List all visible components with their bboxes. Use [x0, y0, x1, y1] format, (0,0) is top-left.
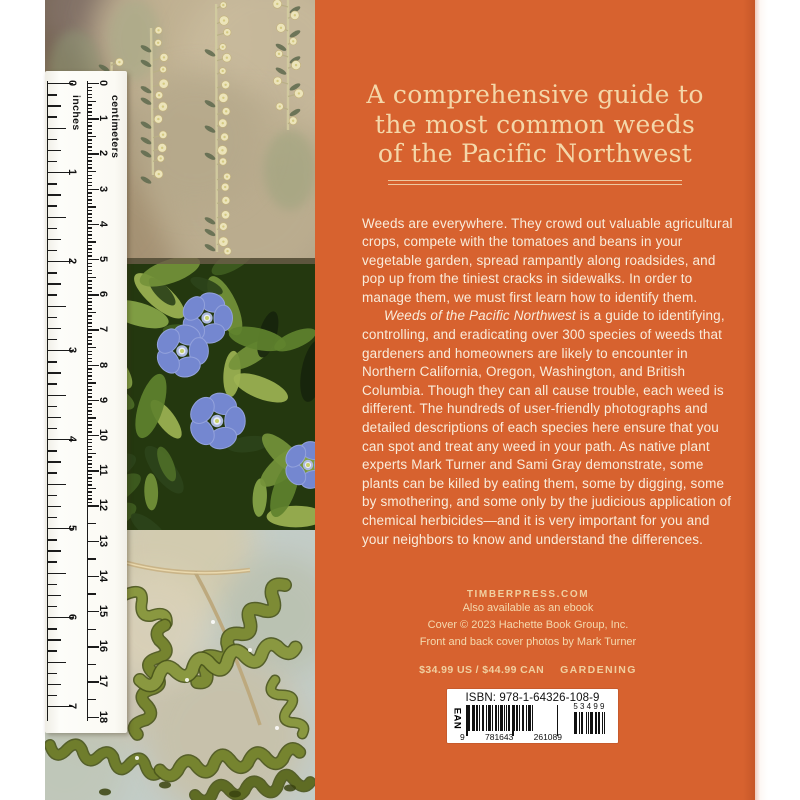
ruler-tick: [47, 94, 57, 95]
ruler-tick: [87, 132, 92, 133]
ruler-tick: [47, 484, 66, 485]
ruler-tick: [87, 396, 92, 397]
ruler-number: 3: [97, 185, 109, 192]
ruler-tick: [87, 160, 92, 161]
ruler-tick: [87, 417, 96, 418]
ruler-tick: [87, 301, 92, 302]
price: $34.99 US / $44.99 CAN: [419, 664, 545, 676]
ruler-tick: [87, 312, 96, 313]
ruler-tick: [87, 368, 92, 369]
ruler-tick: [47, 662, 66, 663]
ruler-tick: [87, 220, 92, 221]
ruler-number: 2: [97, 150, 109, 157]
publisher-website: TIMBERPRESS.COM: [466, 589, 590, 600]
ruler-number: 4: [66, 435, 78, 443]
ruler-tick: [47, 639, 61, 640]
ruler-number: 1: [66, 168, 78, 176]
ruler-tick: [87, 463, 92, 464]
tagline-line: of the Pacific Northwest: [377, 139, 693, 168]
ruler-tick: [87, 442, 92, 443]
tagline-line: the most common weeds: [374, 109, 696, 139]
ruler-tick: [47, 573, 66, 574]
ruler-tick: [87, 136, 96, 137]
ruler-tick: [47, 673, 57, 674]
ruler-tick: [87, 699, 96, 700]
ruler-tick: [47, 128, 66, 129]
ruler-tick: [87, 143, 92, 144]
ruler-inch-baseline: [47, 81, 48, 721]
ruler-tick: [87, 407, 92, 408]
ruler-tick: [47, 684, 61, 685]
addon-bars: [568, 712, 612, 734]
ruler-tick: [47, 395, 66, 396]
ruler-tick: [87, 372, 92, 373]
ruler-number: 8: [97, 361, 109, 368]
price-category-row: [315, 664, 741, 676]
ruler-number: 14: [97, 569, 109, 582]
ruler-tick: [47, 595, 61, 596]
ruler-tick: [47, 105, 61, 106]
ruler-tick: [87, 446, 92, 447]
ruler-tick: [87, 217, 92, 218]
barcode-digit-group: 261089: [533, 731, 562, 742]
tagline-line: A comprehensive guide to: [366, 80, 704, 109]
ruler-tick: [87, 456, 92, 457]
ruler-tick: [47, 250, 57, 251]
ruler-tick: [87, 431, 92, 432]
ruler-tick: [87, 322, 92, 323]
ruler-number: 7: [97, 326, 109, 333]
ruler-tick: [87, 664, 96, 665]
ruler-tick: [87, 361, 92, 362]
ean-label: EAN: [451, 707, 463, 730]
ruler-tick: [87, 175, 92, 176]
photo-credit-line: Front and back cover photos by Mark Turner: [419, 636, 637, 648]
ruler-tick: [87, 287, 92, 288]
ruler-tick: [87, 477, 92, 478]
ruler-tick: [47, 361, 57, 362]
copyright-line: Cover © 2023 Hachette Book Group, Inc.: [427, 619, 629, 631]
back-cover-panel: [315, 0, 755, 800]
ruler-tick: [87, 424, 92, 425]
ruler-tick: [87, 146, 92, 147]
ruler-tick: [87, 389, 92, 390]
ruler-tick: [87, 315, 92, 316]
ruler-tick: [87, 421, 92, 422]
ruler-tick: [87, 558, 96, 559]
ruler-inches-label: inches: [70, 95, 82, 131]
ruler-tick: [47, 383, 57, 384]
ruler-number: 3: [66, 346, 78, 354]
ruler-tick: [87, 203, 92, 204]
ruler-number: 4: [97, 220, 109, 227]
ruler-tick: [87, 474, 92, 475]
ebook-note: Also available as an ebook: [462, 602, 594, 614]
ruler-tick: [87, 284, 92, 285]
ruler-tick: [87, 241, 96, 242]
ruler-tick: [87, 199, 92, 200]
ruler-number: 0: [97, 79, 109, 87]
barcode-bars: [466, 705, 558, 731]
ruler-number: 7: [66, 702, 78, 710]
ruler-tick: [47, 495, 57, 496]
ruler-tick: [87, 111, 92, 112]
ruler-tick: [87, 336, 92, 337]
ruler-tick: [87, 234, 92, 235]
ruler-tick: [47, 150, 61, 151]
ruler-tick: [47, 228, 57, 229]
ruler-tick: [87, 266, 92, 267]
ruler-tick: [47, 417, 61, 418]
ruler-tick: [87, 593, 96, 594]
ruler-tick: [87, 277, 96, 278]
ruler-tick: [87, 245, 92, 246]
ruler-tick: [87, 629, 96, 630]
ruler-tick: [47, 194, 61, 195]
ruler-tick: [87, 150, 92, 151]
ruler-tick: [47, 539, 57, 540]
ruler-tick: [87, 185, 92, 186]
book-title-italic: Weeds of the Pacific Northwest: [384, 308, 576, 324]
ruler-tick: [87, 94, 92, 95]
ruler-tick: [87, 87, 92, 88]
ruler-tick: [87, 305, 92, 306]
barcode-addon: [568, 702, 612, 734]
ruler-tick: [87, 308, 92, 309]
ruler-tick: [87, 484, 92, 485]
ruler-tick: [87, 231, 92, 232]
ruler-number: 9: [97, 396, 109, 403]
ruler-tick: [87, 523, 96, 524]
ruler-tick: [47, 317, 57, 318]
ruler-tick: [87, 382, 96, 383]
ruler-tick: [87, 495, 92, 496]
ruler-tick: [47, 328, 61, 329]
category-label: GARDENING: [560, 664, 637, 676]
ruler-tick: [87, 439, 92, 440]
ruler-tick: [87, 101, 96, 102]
ruler-tick: [47, 584, 57, 585]
ruler-tick: [87, 298, 92, 299]
isbn-number: ISBN: 978-1-64326-108-9: [465, 691, 600, 704]
ruler-tick: [87, 97, 92, 98]
ruler-tick: [47, 372, 61, 373]
ruler-tick: [87, 291, 92, 292]
blurb-paragraph-2-text: is a guide to identifying, controlling, and eradicating over 300 species of weeds that gardeners and homeowners are likely to encounter in Northern California, Oregon, Washington, and British Columbia. Though they can all cause trouble, each weed is different. The hundreds of user-friendly photographs and detailed descriptions of each species here ensure that you can spot and treat any weed in your path. As native plant experts Mark Turner and Sami Gray demonstrate, some plants can be killed by eating them, some by digging, some by smothering, and some only by the judicious application of chemical herbicides—and it is very important for you and your neighbors to know and understand the differences.: [362, 308, 732, 547]
ruler-tick: [87, 227, 92, 228]
ruler-tick: [87, 343, 92, 344]
ruler-tick: [87, 104, 92, 105]
addon-digits: 53499: [573, 702, 607, 711]
ruler-number: 1: [97, 115, 109, 122]
blurb: [362, 215, 736, 550]
ruler-tick: [87, 115, 92, 116]
ruler-tick: [87, 178, 92, 179]
ruler-tick: [47, 628, 57, 629]
ruler-tick: [47, 650, 57, 651]
ruler-tick: [47, 517, 57, 518]
ruler-tick: [47, 461, 61, 462]
ruler-tick: [47, 294, 57, 295]
ruler-number: 10: [97, 428, 109, 442]
ruler-tick: [87, 319, 92, 320]
ruler-number: 6: [66, 613, 78, 621]
ruler-tick: [47, 561, 57, 562]
barcode-digit-group: 781643: [484, 731, 514, 742]
ruler-tick: [87, 453, 96, 454]
ruler-tick: [87, 157, 92, 158]
ruler-tick: [87, 414, 92, 415]
ruler-tick: [47, 450, 57, 451]
ruler-tick: [47, 606, 57, 607]
ruler-tick: [87, 210, 92, 211]
ruler-tick: [87, 488, 96, 489]
ruler-tick: [87, 238, 92, 239]
ruler-number: 18: [97, 710, 109, 723]
ruler-tick: [47, 183, 57, 184]
ruler-tick: [87, 467, 92, 468]
blurb-paragraph-2: [362, 307, 736, 549]
ruler-number: 15: [97, 604, 109, 618]
ruler-tick: [87, 379, 92, 380]
ruler-tick: [87, 270, 92, 271]
ruler-tick: [87, 252, 92, 253]
ruler-tick: [87, 196, 92, 197]
ruler-tick: [87, 410, 92, 411]
ruler-tick: [87, 340, 92, 341]
ruler-number: 6: [97, 291, 109, 298]
ruler-overlay: [45, 71, 127, 733]
ruler-tick: [47, 283, 61, 284]
ruler-tick: [87, 108, 92, 109]
ruler-tick: [47, 506, 61, 507]
ruler-tick: [47, 339, 57, 340]
ruler-tick: [87, 393, 92, 394]
ruler-tick: [87, 460, 92, 461]
ruler-tick: [87, 498, 92, 499]
ruler-tick: [87, 206, 96, 207]
barcode-digits: [460, 732, 562, 742]
ruler-tick: [47, 306, 66, 307]
ruler-tick: [47, 472, 57, 473]
ruler-centimeters-label: centimeters: [109, 95, 121, 159]
ruler-tick: [87, 386, 92, 387]
ruler-tick: [87, 351, 92, 352]
ruler-tick: [47, 550, 61, 551]
ruler-tick: [87, 125, 92, 126]
ruler-tick: [87, 192, 92, 193]
ruler-tick: [87, 428, 92, 429]
barcode-digit-lead: 9: [460, 731, 465, 742]
ruler-number: 0: [66, 79, 78, 87]
ruler-tick: [87, 280, 92, 281]
ruler-tick: [87, 263, 92, 264]
double-rule-divider: [388, 180, 682, 185]
ruler-tick: [47, 139, 57, 140]
ruler-tick: [47, 116, 57, 117]
ruler-tick: [87, 213, 92, 214]
ruler-tick: [87, 129, 92, 130]
ruler-tick: [87, 481, 92, 482]
ruler-tick: [87, 255, 92, 256]
ruler-tick: [87, 403, 92, 404]
ruler-tick: [87, 333, 92, 334]
ruler-tick: [47, 217, 66, 218]
ruler-tick: [47, 695, 57, 696]
ruler-tick: [87, 248, 92, 249]
ruler-tick: [87, 449, 92, 450]
ruler-tick: [87, 326, 92, 327]
ruler-number: 2: [66, 257, 78, 265]
ruler-tick: [87, 90, 92, 91]
ruler-tick: [47, 406, 57, 407]
isbn-barcode: [447, 689, 618, 743]
ruler-tick: [87, 122, 92, 123]
blurb-paragraph-1: Weeds are everywhere. They crowd out valuable agricultural crops, compete with the tomatoes and beans in your vegetable garden, spread rampantly along roadsides, and pop up from the tiniest cracks in sidewalks. In order to manage them, we must first learn how to identify them.: [362, 215, 733, 305]
ruler-number: 13: [97, 534, 109, 547]
ruler-tick: [87, 354, 92, 355]
ruler-number: 12: [97, 499, 109, 512]
tagline: [323, 80, 747, 169]
ruler-number: 17: [97, 675, 109, 688]
ruler-tick: [87, 167, 92, 168]
ruler-tick: [87, 347, 96, 348]
ruler-number: 11: [97, 464, 109, 476]
ruler-tick: [87, 375, 92, 376]
ruler-tick: [47, 428, 57, 429]
ruler-number: 16: [97, 640, 109, 653]
ruler-tick: [87, 182, 92, 183]
ruler-tick: [87, 164, 92, 165]
ruler-tick: [47, 239, 61, 240]
ruler-tick: [87, 491, 92, 492]
ruler-tick: [47, 205, 57, 206]
ruler-tick: [87, 171, 96, 172]
ruler-tick: [87, 139, 92, 140]
footer-block: [315, 589, 741, 676]
ruler-tick: [87, 358, 92, 359]
ruler-number: 5: [97, 255, 109, 263]
ruler-tick: [87, 273, 92, 274]
ruler-tick: [47, 272, 57, 273]
page-edge: [755, 0, 800, 800]
ruler-tick: [87, 502, 92, 503]
ruler-tick: [47, 161, 57, 162]
ruler-number: 5: [66, 524, 78, 532]
